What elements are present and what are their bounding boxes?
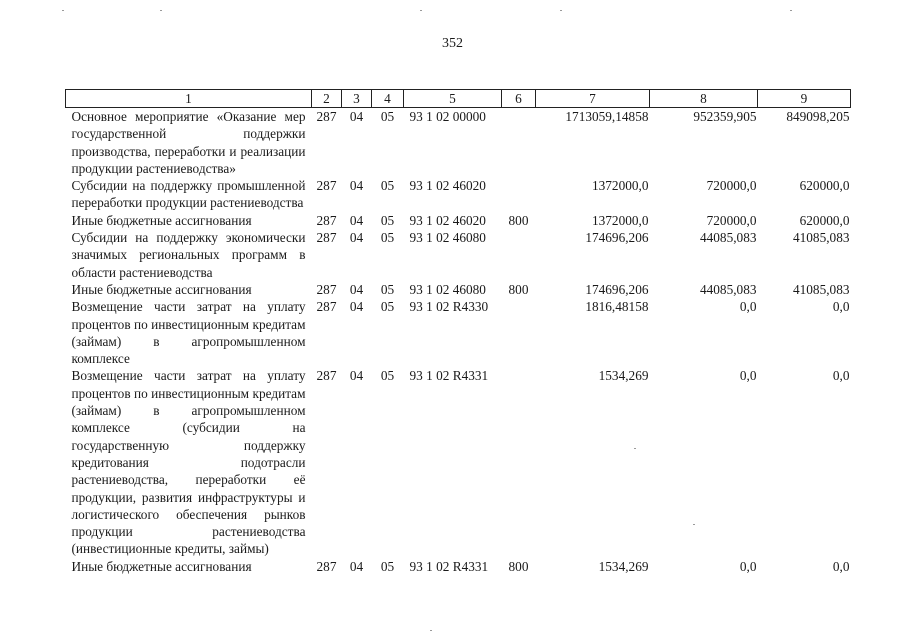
row-amount-7: 174696,206 — [585, 230, 649, 246]
row-name: Возмещение части затрат на уплату процентов по инвестиционным кредитам (займам) в агропромышленном комплексе — [71, 299, 306, 367]
row-amount-7: 1534,269 — [598, 368, 649, 384]
row-rz: 04 — [349, 178, 364, 194]
row-rz: 04 — [349, 109, 364, 124]
scan-speck — [634, 448, 636, 449]
column-header-1: 1 — [66, 90, 312, 108]
row-csr: 93 1 02 R4331 — [409, 558, 489, 574]
row-amount-9: 620000,0 — [799, 212, 850, 228]
row-pr: 05 — [380, 368, 395, 384]
row-rz: 04 — [349, 230, 364, 246]
row-vr — [502, 177, 536, 212]
column-header-9: 9 — [758, 90, 851, 108]
row-rz: 04 — [349, 212, 364, 228]
row-vr — [502, 367, 536, 557]
column-header-6: 6 — [502, 90, 536, 108]
row-amount-9: 0,0 — [832, 368, 850, 384]
row-gr: 287 — [316, 230, 337, 246]
header-row — [66, 90, 851, 108]
row-rz: 04 — [349, 558, 364, 574]
row-amount-9: 41085,083 — [792, 230, 850, 246]
row-name: Возмещение части затрат на уплату процентов по инвестиционным кредитам (займам) в агропромышленном комплексе (субсидии на государственную поддержку кредитования подотрасли растениеводства, переработки её продукции, развития инфраструктуры и логистического обеспечения рынков продукции растениеводства (инвестиционные кредиты, займы) — [71, 368, 306, 557]
row-rz: 04 — [349, 281, 364, 297]
column-header-2: 2 — [312, 90, 342, 108]
row-amount-8: 720000,0 — [706, 212, 757, 228]
table-body — [66, 108, 851, 576]
row-amount-8: 44085,083 — [699, 281, 757, 297]
column-header-7: 7 — [536, 90, 650, 108]
row-csr: 93 1 02 46080 — [409, 281, 486, 297]
row-amount-9: 620000,0 — [799, 178, 850, 194]
row-amount-7: 1713059,14858 — [565, 109, 649, 124]
row-amount-9: 0,0 — [832, 558, 850, 574]
row-gr: 287 — [316, 368, 337, 384]
row-csr: 93 1 02 46020 — [409, 212, 486, 228]
scan-speck — [560, 10, 562, 11]
row-amount-8: 44085,083 — [699, 230, 757, 246]
row-amount-9: 849098,205 — [786, 109, 850, 124]
row-name: Иные бюджетные ассигнования — [71, 212, 252, 228]
row-amount-7: 1534,269 — [598, 558, 649, 574]
row-pr: 05 — [380, 558, 395, 574]
row-amount-8: 0,0 — [739, 558, 757, 574]
row-rz: 04 — [349, 299, 364, 315]
row-vr — [502, 108, 536, 178]
row-amount-7: 1372000,0 — [591, 178, 649, 194]
budget-table — [65, 89, 851, 575]
row-csr: 93 1 02 46020 — [409, 178, 486, 194]
row-vr — [502, 229, 536, 281]
row-vr: 800 — [508, 281, 529, 297]
scan-speck — [430, 630, 432, 631]
row-amount-8: 720000,0 — [706, 178, 757, 194]
row-vr: 800 — [508, 212, 529, 228]
scan-speck — [693, 524, 695, 525]
row-amount-9: 0,0 — [832, 299, 850, 315]
row-name: Иные бюджетные ассигнования — [71, 558, 252, 574]
row-pr: 05 — [380, 212, 395, 228]
row-amount-8: 952359,905 — [693, 109, 757, 124]
row-gr: 287 — [316, 212, 337, 228]
scan-speck — [790, 10, 792, 11]
scan-speck — [160, 10, 162, 11]
table-row — [66, 558, 851, 575]
page-number: 352 — [442, 36, 463, 51]
row-pr: 05 — [380, 178, 395, 194]
column-header-3: 3 — [342, 90, 372, 108]
row-vr — [502, 298, 536, 367]
row-csr: 93 1 02 R4331 — [409, 368, 489, 384]
table-header — [66, 90, 851, 108]
row-name: Основное мероприятие «Оказание мер государственной поддержки производства, переработки и реализации продукции растениеводства» — [71, 109, 306, 176]
row-gr: 287 — [316, 558, 337, 574]
row-name: Иные бюджетные ассигнования — [71, 281, 252, 297]
column-header-4: 4 — [372, 90, 404, 108]
row-gr: 287 — [316, 281, 337, 297]
table-row — [66, 281, 851, 298]
row-name: Субсидии на поддержку экономически значимых региональных программ в области растениеводства — [71, 230, 306, 280]
row-amount-8: 0,0 — [739, 368, 757, 384]
row-name: Субсидии на поддержку промышленной переработки продукции растениеводства — [71, 178, 306, 211]
table-row — [66, 177, 851, 212]
row-pr: 05 — [380, 299, 395, 315]
row-pr: 05 — [380, 281, 395, 297]
row-gr: 287 — [316, 178, 337, 194]
row-vr: 800 — [508, 558, 529, 574]
table-row — [66, 229, 851, 281]
column-header-5: 5 — [404, 90, 502, 108]
row-csr: 93 1 02 46080 — [409, 230, 486, 246]
column-header-8: 8 — [650, 90, 758, 108]
table-row — [66, 367, 851, 557]
row-gr: 287 — [316, 109, 337, 124]
row-amount-7: 174696,206 — [585, 281, 649, 297]
row-amount-8: 0,0 — [739, 299, 757, 315]
scan-speck — [420, 10, 422, 11]
scan-speck — [62, 10, 64, 11]
table-row — [66, 298, 851, 367]
row-rz: 04 — [349, 368, 364, 384]
row-pr: 05 — [380, 109, 395, 124]
row-pr: 05 — [380, 230, 395, 246]
row-amount-7: 1372000,0 — [591, 212, 649, 228]
row-csr: 93 1 02 00000 — [409, 109, 486, 124]
row-gr: 287 — [316, 299, 337, 315]
table-row — [66, 212, 851, 229]
row-amount-9: 41085,083 — [792, 281, 850, 297]
table-row — [66, 108, 851, 178]
row-amount-7: 1816,48158 — [585, 299, 649, 315]
row-csr: 93 1 02 R4330 — [409, 299, 489, 315]
